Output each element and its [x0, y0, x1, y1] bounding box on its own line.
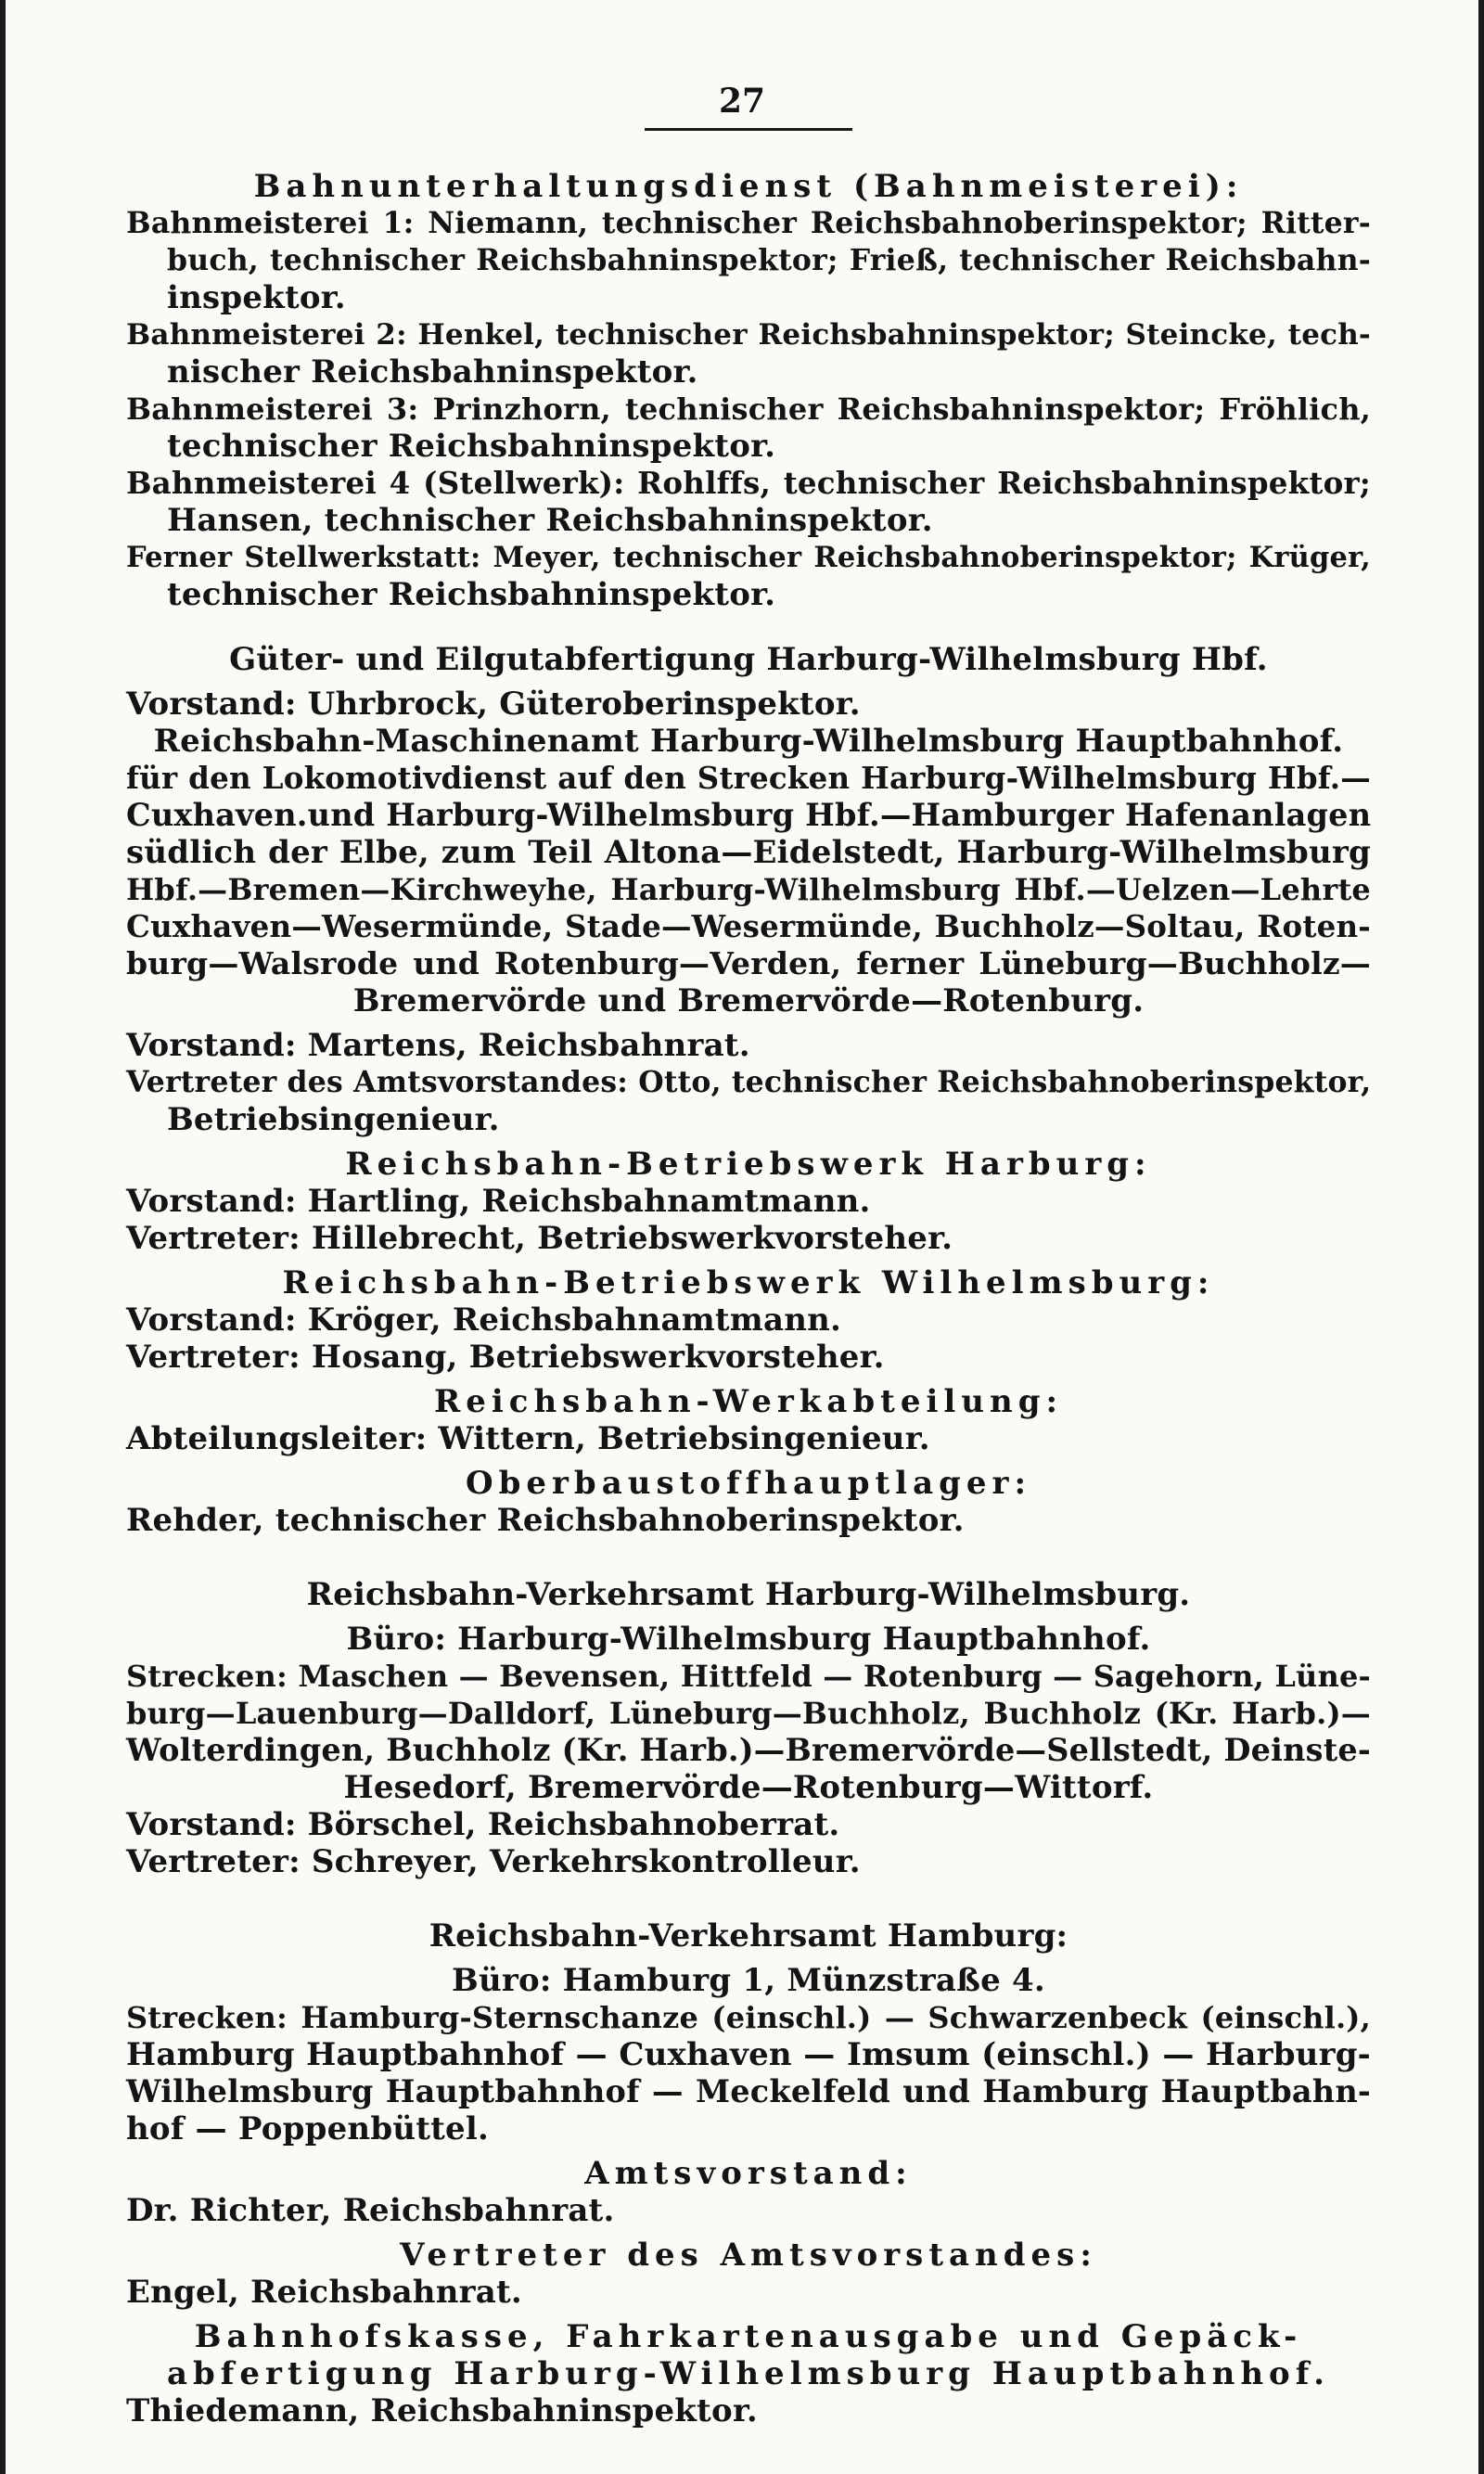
text-line: Vertreter des Amtsvorstandes: Otto, technischer Reichsbahnoberinspektor,	[126, 1065, 1372, 1099]
text-line: südlich der Elbe, zum Teil Altona—Eidelstedt, Harburg-Wilhelmsburg	[126, 834, 1371, 871]
section-heading: Reichsbahn-Verkehrsamt Harburg-Wilhelmsburg.	[306, 1576, 1191, 1613]
text-line: Vorstand: Martens, Reichsbahnrat.	[126, 1027, 750, 1064]
text-line: Dr. Richter, Reichsbahnrat.	[126, 2192, 615, 2229]
text-line: technischer Reichsbahninspektor.	[167, 428, 776, 465]
text-line: Wilhelmsburg Hauptbahnhof — Meckelfeld und Hamburg Hauptbahn-	[126, 2073, 1371, 2109]
section-gueterabfertigung	[126, 641, 1371, 723]
text-line: Betriebsingenieur.	[167, 1101, 500, 1138]
text-line: Engel, Reichsbahnrat.	[126, 2274, 522, 2311]
text-line: nischer Reichsbahninspektor.	[167, 353, 698, 391]
subheading: Amtsvorstand:	[584, 2155, 913, 2192]
text-line: Vorstand: Uhrbrock, Güteroberinspektor.	[126, 686, 861, 723]
section-heading: abfertigung Harburg-Wilhelmsburg Hauptbahnhof.	[167, 2355, 1330, 2392]
text-line: Wolterdingen, Buchholz (Kr. Harb.)—Bremervörde—Sellstedt, Deinste-	[126, 1732, 1371, 1768]
text-line: Vertreter: Hosang, Betriebswerkvorsteher.	[126, 1339, 885, 1376]
text-line: Bahnmeisterei 1: Niemann, technischer Reichsbahnoberinspektor; Ritter-	[126, 206, 1371, 240]
text-line: Strecken: Maschen — Bevensen, Hittfeld — Rotenburg — Sagehorn, Lüne-	[126, 1659, 1371, 1694]
section-bw-wilhelmsburg	[126, 1264, 1371, 1376]
text-line: Cuxhaven.und Harburg-Wilhelmsburg Hbf.—Hamburger Hafenanlagen	[126, 797, 1372, 833]
text-line: Bremervörde und Bremervörde—Rotenburg.	[352, 982, 1145, 1019]
section-heading: Reichsbahn-Betriebswerk Harburg:	[345, 1146, 1152, 1183]
section-maschinenamt	[126, 723, 1371, 1138]
section-verkehrsamt-harburg	[126, 1576, 1371, 1880]
text-line: Ferner Stellwerkstatt: Meyer, technischer Reichsbahnoberinspektor; Krüger,	[126, 541, 1371, 574]
text-line: Vorstand: Börschel, Reichsbahnoberrat.	[126, 1806, 840, 1843]
text-line: Büro: Harburg-Wilhelmsburg Hauptbahnhof.	[346, 1621, 1151, 1658]
text-line: inspektor.	[167, 279, 346, 316]
text-line: Vorstand: Hartling, Reichsbahnamtmann.	[126, 1183, 871, 1220]
text-line: hof — Poppenbüttel.	[126, 2110, 490, 2147]
section-werkabteilung	[126, 1383, 1371, 1457]
section-bahnunterhaltung	[126, 168, 1371, 613]
subheading: Vertreter des Amtsvorstandes:	[400, 2237, 1097, 2274]
section-bw-harburg	[126, 1146, 1371, 1257]
text-line: Thiedemann, Reichsbahninspektor.	[126, 2392, 758, 2429]
page-number-rule	[645, 128, 852, 131]
section-heading: Bahnunterhaltungsdienst (Bahnmeisterei):	[253, 168, 1244, 205]
text-line: buch, technischer Reichsbahninspektor; Frieß, technischer Reichsbahn-	[167, 243, 1371, 277]
text-line: Rehder, technischer Reichsbahnoberinspektor.	[126, 1502, 965, 1539]
text-line: für den Lokomotivdienst auf den Strecken Harburg-Wilhelmsburg Hbf.—	[126, 760, 1371, 796]
text-line: burg—Lauenburg—Dalldorf, Lüneburg—Buchholz, Buchholz (Kr. Harb.)—	[126, 1696, 1371, 1731]
text-line: Vorstand: Kröger, Reichsbahnamtmann.	[126, 1301, 842, 1339]
text-line: Bahnmeisterei 3: Prinzhorn, technischer Reichsbahninspektor; Fröhlich,	[126, 391, 1371, 427]
section-bahnhofskasse	[126, 2318, 1371, 2429]
text-line: Hbf.—Bremen—Kirchweyhe, Harburg-Wilhelmsburg Hbf.—Uelzen—Lehrte	[126, 872, 1371, 907]
section-heading: Reichsbahn-Betriebswerk Wilhelmsburg:	[282, 1264, 1215, 1301]
section-oberbaustoff	[126, 1465, 1371, 1539]
text-line: Vertreter: Schreyer, Verkehrskontrolleur.	[126, 1843, 861, 1880]
section-heading: Güter- und Eilgutabfertigung Harburg-Wilhelmsburg Hbf.	[229, 641, 1268, 678]
section-heading: Oberbaustoffhauptlager:	[466, 1465, 1031, 1502]
text-line: Cuxhaven—Wesermünde, Stade—Wesermünde, Buchholz—Soltau, Roten-	[126, 908, 1371, 944]
page-number: 27	[718, 82, 766, 121]
text-line: Bahnmeisterei 4 (Stellwerk): Rohlffs, technischer Reichsbahninspektor;	[126, 465, 1371, 501]
text-line: Hesedorf, Bremervörde—Rotenburg—Wittorf.	[343, 1769, 1154, 1806]
section-heading: Reichsbahn-Maschinenamt Harburg-Wilhelmsburg Hauptbahnhof.	[153, 723, 1344, 760]
text-line: Hamburg Hauptbahnhof — Cuxhaven — Imsum (einschl.) — Harburg-	[126, 2036, 1371, 2073]
text-line: Abteilungsleiter: Wittern, Betriebsingenieur.	[126, 1420, 930, 1457]
text-line: Hansen, technischer Reichsbahninspektor.	[167, 502, 933, 539]
text-line: Vertreter: Hillebrecht, Betriebswerkvorsteher.	[126, 1220, 953, 1257]
section-heading: Reichsbahn-Verkehrsamt Hamburg:	[429, 1917, 1068, 1955]
text-line: technischer Reichsbahninspektor.	[167, 576, 776, 613]
section-heading: Bahnhofskasse, Fahrkartenausgabe und Gepäck-	[194, 2318, 1303, 2355]
text-line: Bahnmeisterei 2: Henkel, technischer Reichsbahninspektor; Steincke, tech-	[126, 318, 1371, 352]
text-line: burg—Walsrode und Rotenburg—Verden, ferner Lüneburg—Buchholz—	[126, 945, 1371, 981]
section-heading: Reichsbahn-Werkabteilung:	[433, 1383, 1064, 1420]
text-line: Büro: Hamburg 1, Münzstraße 4.	[452, 1962, 1045, 1999]
text-line: Strecken: Hamburg-Sternschanze (einschl.) — Schwarzenbeck (einschl.),	[126, 2000, 1371, 2035]
section-verkehrsamt-hamburg	[126, 1917, 1371, 2311]
